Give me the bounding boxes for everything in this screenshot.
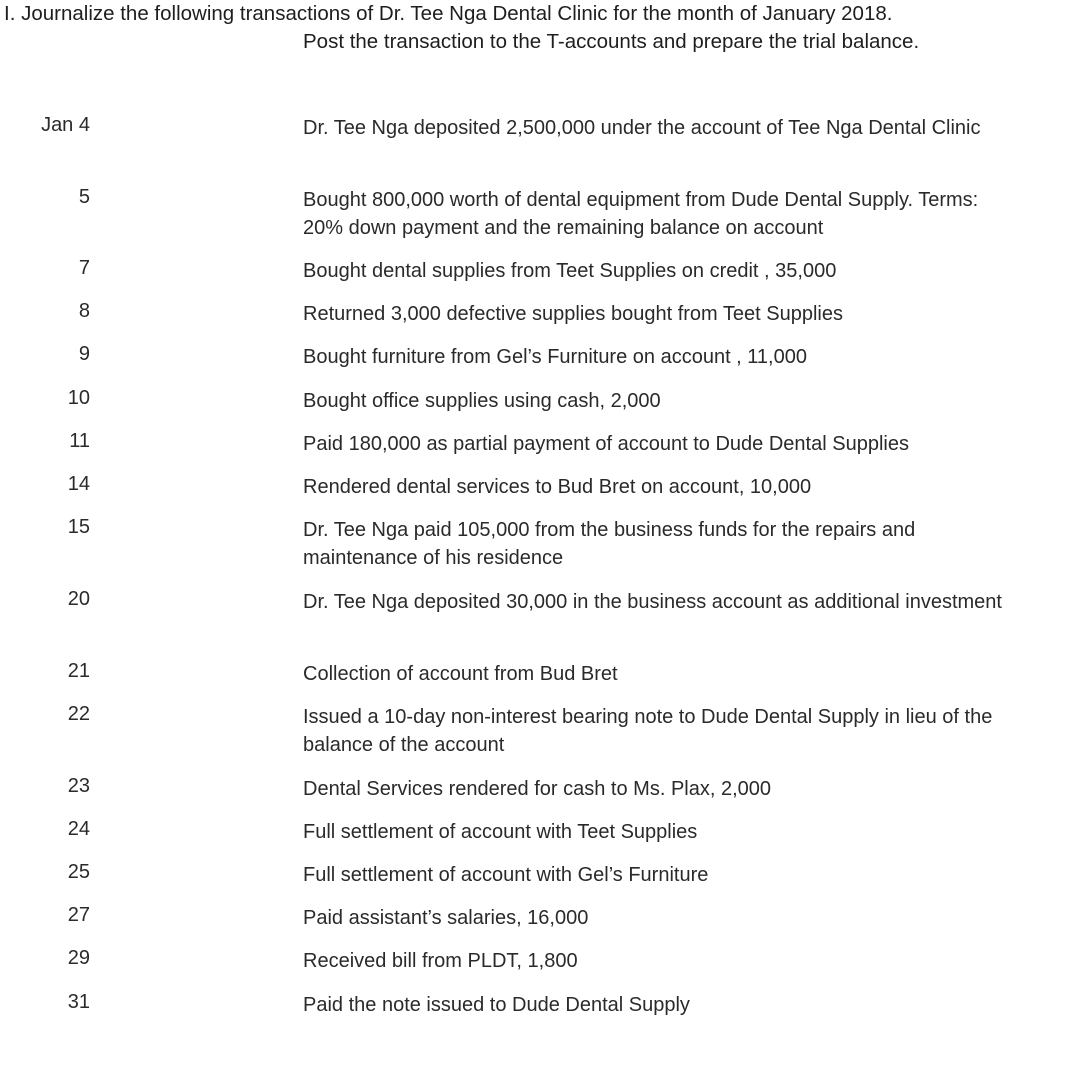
transaction-description: Bought furniture from Gel’s Furniture on account , 11,000 (303, 346, 807, 368)
transaction-date: 20 (67, 588, 90, 610)
transaction-date: 15 (67, 516, 90, 538)
transaction-description: Paid assistant’s salaries, 16,000 (303, 907, 589, 929)
transaction-description: Paid 180,000 as partial payment of account to Dude Dental Supplies (303, 433, 909, 455)
transaction-description: Paid the note issued to Dude Dental Supply (303, 994, 690, 1016)
transaction-date: 24 (67, 818, 90, 840)
transaction-date: 31 (67, 991, 90, 1013)
transaction-date: 7 (78, 257, 90, 279)
transaction-date: 25 (67, 861, 90, 883)
transaction-date: 14 (67, 473, 90, 495)
transaction-description: Returned 3,000 defective supplies bought from Teet Supplies (303, 303, 843, 325)
transaction-date: 10 (67, 387, 90, 409)
transaction-date: Jan 4 (41, 114, 90, 136)
transaction-description: Dental Services rendered for cash to Ms. Plax, 2,000 (303, 778, 772, 800)
transaction-description: Issued a 10-day non-interest bearing note to Dude Dental Supply in lieu of the balance of the account (303, 706, 993, 756)
transaction-date: 9 (78, 343, 90, 365)
transaction-description: Bought dental supplies from Teet Supplies on credit , 35,000 (303, 260, 837, 282)
transaction-description: Dr. Tee Nga deposited 30,000 in the business account as additional investment (303, 591, 1002, 613)
transaction-description: Full settlement of account with Gel’s Furniture (303, 864, 709, 886)
transaction-date: 27 (67, 904, 90, 926)
transaction-description: Full settlement of account with Teet Supplies (303, 821, 698, 843)
transaction-date: 23 (67, 775, 90, 797)
transaction-date: 22 (67, 703, 90, 725)
instructions-line-1: I. Journalize the following transactions of Dr. Tee Nga Dental Clinic for the month of January 2018. (4, 2, 893, 25)
transaction-description: Dr. Tee Nga paid 105,000 from the business funds for the repairs and maintenance of his residence (303, 519, 916, 569)
transaction-description: Received bill from PLDT, 1,800 (303, 950, 578, 972)
transaction-date: 8 (78, 300, 90, 322)
transaction-description: Collection of account from Bud Bret (303, 663, 618, 685)
transaction-date: 29 (67, 947, 90, 969)
transaction-description: Bought office supplies using cash, 2,000 (303, 390, 661, 412)
transaction-description: Dr. Tee Nga deposited 2,500,000 under the account of Tee Nga Dental Clinic (303, 117, 981, 139)
transaction-description: Rendered dental services to Bud Bret on account, 10,000 (303, 476, 812, 498)
instructions-line-2: Post the transaction to the T-accounts and prepare the trial balance. (303, 30, 920, 53)
transaction-date: 21 (67, 660, 90, 682)
transaction-date: 5 (78, 186, 90, 208)
transaction-description: Bought 800,000 worth of dental equipment from Dude Dental Supply. Terms: 20% down payment and the remaining balance on account (303, 189, 979, 239)
transaction-date: 11 (69, 430, 90, 452)
